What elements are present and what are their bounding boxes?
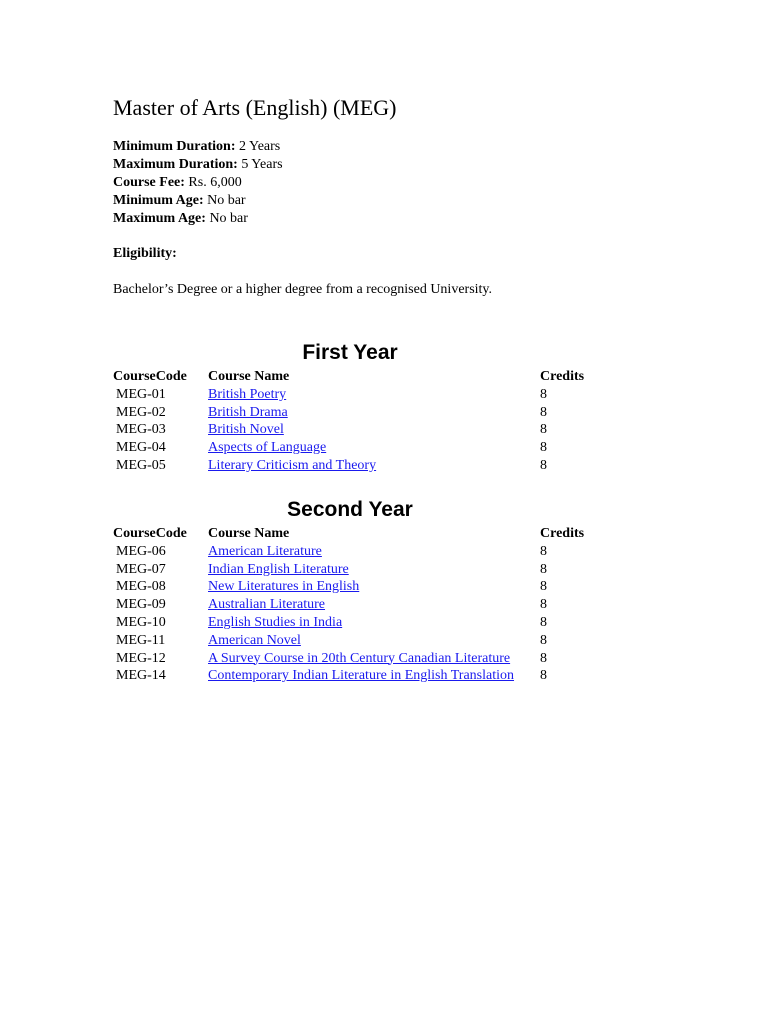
info-row-max-duration [113, 156, 283, 174]
table-row [111, 404, 586, 422]
course-code: MEG-01 [116, 386, 166, 402]
info-row-min-age [113, 192, 283, 210]
table-row [111, 457, 586, 475]
course-credits: 8 [540, 597, 547, 613]
course-credits: 8 [540, 543, 547, 559]
table-header-row [111, 525, 586, 543]
course-name-cell [206, 439, 538, 457]
info-value: 2 Years [239, 139, 281, 154]
course-name-cell [206, 543, 538, 561]
course-credits: 8 [540, 457, 547, 473]
course-name-cell [206, 386, 538, 404]
table-row [111, 632, 586, 650]
course-name-link[interactable]: Indian English Literature [208, 561, 349, 577]
table-row [111, 578, 586, 596]
programme-info [113, 138, 283, 228]
course-name-link[interactable]: Australian Literature [208, 597, 326, 613]
table-row [111, 596, 586, 614]
info-value: No bar [209, 211, 248, 226]
course-code: MEG-11 [116, 632, 166, 648]
course-code: MEG-02 [116, 404, 166, 420]
course-code: MEG-08 [116, 579, 166, 595]
course-name-link[interactable]: Literary Criticism and Theory [208, 457, 377, 473]
course-code: MEG-05 [116, 457, 166, 473]
course-name-link[interactable]: American Novel [208, 632, 301, 648]
info-label: Maximum Duration: [113, 157, 238, 172]
course-code: MEG-10 [116, 614, 166, 630]
course-name-link[interactable]: British Novel [208, 422, 284, 438]
info-label: Minimum Duration: [113, 139, 236, 154]
course-credits: 8 [540, 668, 547, 684]
course-name-cell [206, 404, 538, 422]
info-value: No bar [207, 193, 246, 208]
course-name-cell [206, 614, 538, 632]
course-name-link[interactable]: Contemporary Indian Literature in English Translation [208, 668, 515, 684]
table-row [111, 439, 586, 457]
info-label: Maximum Age: [113, 211, 206, 226]
course-credits: 8 [540, 614, 547, 630]
course-credits: 8 [540, 422, 547, 438]
course-code: MEG-04 [116, 440, 166, 456]
course-name-cell [206, 632, 538, 650]
column-header-coursecode: CourseCode [113, 369, 187, 384]
table-header-row [111, 368, 586, 386]
course-code: MEG-14 [116, 668, 166, 684]
course-name-link[interactable]: Aspects of Language [208, 440, 327, 456]
course-name-link[interactable]: English Studies in India [208, 614, 343, 630]
column-header-coursecode: CourseCode [113, 526, 187, 541]
info-row-max-age [113, 210, 283, 228]
table-row [111, 386, 586, 404]
info-label: Minimum Age: [113, 193, 204, 208]
course-code: MEG-09 [116, 597, 166, 613]
table-row [111, 421, 586, 439]
info-row-min-duration [113, 138, 283, 156]
course-credits: 8 [540, 650, 547, 666]
eligibility-label: Eligibility: [113, 246, 177, 261]
course-credits: 8 [540, 440, 547, 456]
table-row [111, 561, 586, 579]
course-code: MEG-12 [116, 650, 166, 666]
course-code: MEG-07 [116, 561, 166, 577]
course-code: MEG-03 [116, 422, 166, 438]
column-header-course-name: Course Name [208, 526, 290, 541]
course-name-cell [206, 596, 538, 614]
table-row [111, 667, 586, 685]
second-year-course-table [111, 525, 586, 685]
course-name-cell [206, 578, 538, 596]
course-name-link[interactable]: New Literatures in English [208, 579, 360, 595]
course-name-cell [206, 561, 538, 579]
course-name-link[interactable]: British Poetry [208, 386, 287, 402]
info-label: Course Fee: [113, 175, 185, 190]
info-row-course-fee [113, 174, 283, 192]
info-value: Rs. 6,000 [188, 175, 242, 190]
info-value: 5 Years [241, 157, 283, 172]
first-year-rows [111, 386, 586, 475]
course-name-cell [206, 421, 538, 439]
course-credits: 8 [540, 632, 547, 648]
second-year-heading: Second Year [287, 498, 413, 521]
course-name-link[interactable]: A Survey Course in 20th Century Canadian Literature [208, 650, 511, 666]
first-year-course-table [111, 368, 586, 475]
table-row [111, 650, 586, 668]
course-credits: 8 [540, 386, 547, 402]
course-name-link[interactable]: American Literature [208, 543, 322, 559]
first-year-heading: First Year [302, 341, 398, 364]
course-code: MEG-06 [116, 543, 166, 559]
second-year-rows [111, 543, 586, 685]
course-name-link[interactable]: British Drama [208, 404, 288, 420]
column-header-course-name: Course Name [208, 369, 290, 384]
course-credits: 8 [540, 579, 547, 595]
course-name-cell [206, 667, 538, 685]
column-header-credits: Credits [540, 369, 585, 384]
course-name-cell [206, 650, 538, 668]
course-name-cell [206, 457, 538, 475]
column-header-credits: Credits [540, 526, 585, 541]
table-row [111, 543, 586, 561]
course-credits: 8 [540, 561, 547, 577]
course-credits: 8 [540, 404, 547, 420]
page-title: Master of Arts (English) (MEG) [113, 95, 397, 120]
eligibility-text: Bachelor’s Degree or a higher degree from a recognised University. [113, 282, 493, 297]
table-row [111, 614, 586, 632]
